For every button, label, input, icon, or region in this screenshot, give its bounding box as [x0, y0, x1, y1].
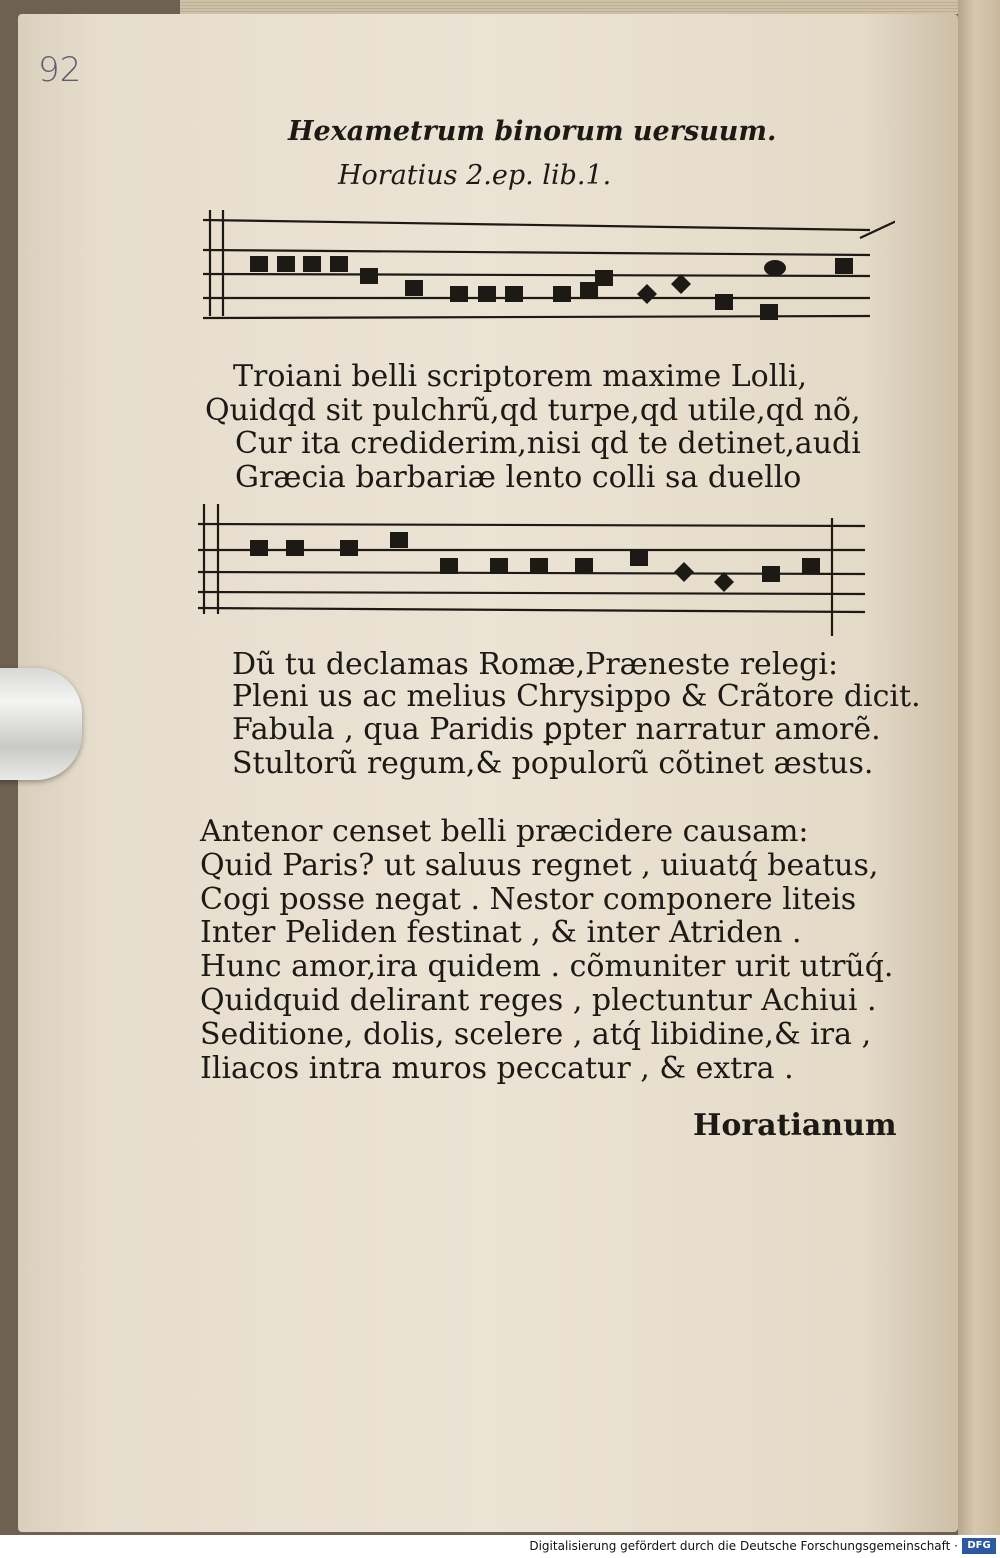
music-staff-1: [195, 198, 895, 338]
book-right-edge: [958, 0, 1000, 1535]
verse-line: Quidqd sit pulchrũ,qd turpe,qd utile,qd nõ,: [205, 393, 861, 428]
catchword: Horatianum: [693, 1108, 897, 1143]
page-number: 92: [38, 50, 82, 90]
book-top-edge: [180, 0, 960, 14]
verse-line: Stultorũ regum,& populorũ cõtinet æstus.: [232, 746, 874, 781]
verse-line: Cur ita crediderim,nisi qd te detinet,audi: [235, 426, 861, 461]
verse-line: Quid Paris? ut saluus regnet , uiuatq́ beatus,: [200, 848, 879, 883]
verse-line: Fabula , qua Paridis ꝑpter narratur amorẽ.: [232, 712, 881, 747]
page-subtitle: Horatius 2.ep. lib.1.: [338, 160, 612, 191]
page-title: Hexametrum binorum uersuum.: [288, 116, 777, 147]
verse-line: Pleni us ac melius Chrysippo & Crãtore dicit.: [232, 679, 921, 714]
footer-bar: [0, 1535, 1000, 1558]
verse-line: Inter Peliden festinat , & inter Atriden .: [200, 915, 802, 950]
music-staff-2: [190, 496, 890, 646]
verse-line: Græcia barbariæ lento colli sa duello: [235, 460, 802, 495]
funding-credit: Digitalisierung gefördert durch die Deutsche Forschungsgemeinschaft ·: [529, 1539, 958, 1553]
verse-line: Dũ tu declamas Romæ,Præneste relegi:: [232, 647, 839, 682]
verse-line: Troiani belli scriptorem maxime Lolli,: [233, 359, 808, 394]
verse-line: Seditione, dolis, scelere , atq́ libidine,& ira ,: [200, 1017, 872, 1052]
verse-line: Iliacos intra muros peccatur , & extra .: [200, 1051, 794, 1086]
dfg-logo-icon: DFG: [962, 1538, 996, 1554]
verse-line: Quidquid delirant reges , plectuntur Achiui .: [200, 983, 877, 1018]
verse-line: Cogi posse negat . Nestor componere liteis: [200, 882, 857, 917]
staff-2-notes: [250, 532, 820, 592]
verse-line: Antenor censet belli præcidere causam:: [200, 814, 809, 849]
page-clip-icon: [0, 668, 82, 780]
verse-line: Hunc amor,ira quidem . cõmuniter urit utrũq́.: [200, 949, 894, 984]
staff-1-notes: [250, 256, 853, 320]
